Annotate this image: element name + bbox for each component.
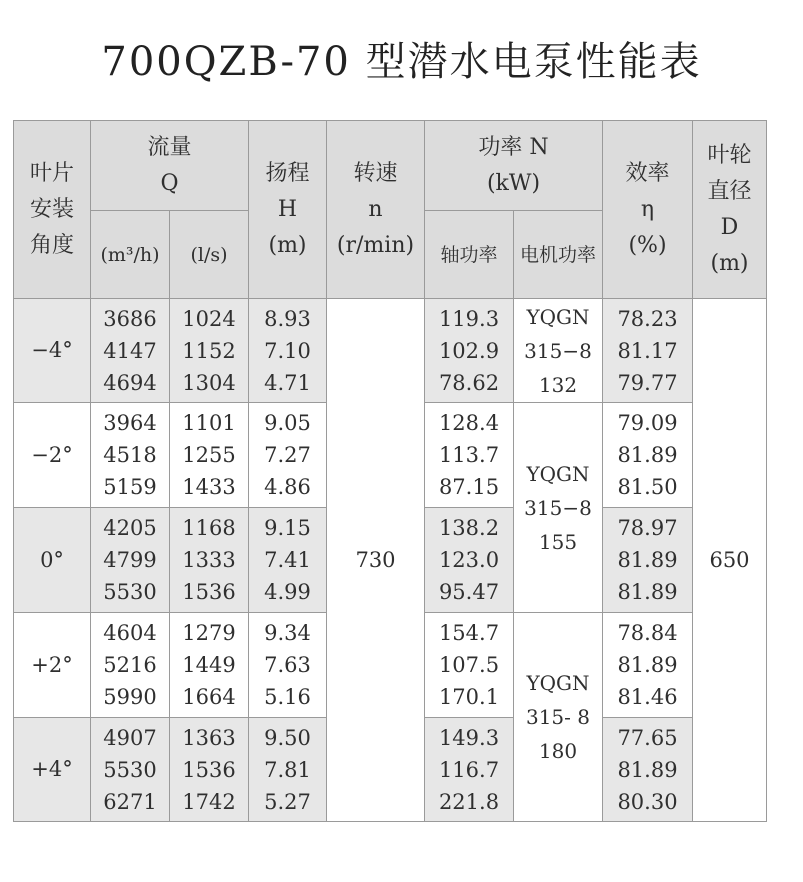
head-cell: 9.34 7.63 5.16	[249, 613, 327, 718]
header-shaft-power: 轴功率	[425, 211, 514, 299]
head-cell: 9.50 7.81 5.27	[249, 718, 327, 822]
efficiency-cell: 78.23 81.17 79.77	[603, 299, 693, 403]
shaft-power-cell: 128.4 113.7 87.15	[425, 403, 514, 508]
efficiency-cell: 78.97 81.89 81.89	[603, 508, 693, 613]
header-head: 扬程 H (m)	[249, 121, 327, 299]
flow-m3h-cell: 4604 5216 5990	[91, 613, 170, 718]
angle-cell: +4°	[14, 718, 91, 822]
flow-m3h-cell: 4907 5530 6271	[91, 718, 170, 822]
header-speed: 转速 n (r/min)	[327, 121, 425, 299]
impeller-cell: 650	[693, 299, 767, 822]
flow-ls-cell: 1101 1255 1433	[170, 403, 249, 508]
header-impeller: 叶轮直径 D (m)	[693, 121, 767, 299]
header-efficiency: 效率 η (%)	[603, 121, 693, 299]
header-motor-power: 电机功率	[514, 211, 603, 299]
flow-ls-cell: 1363 1536 1742	[170, 718, 249, 822]
header-angle: 叶片安装角度	[14, 121, 91, 299]
header-flow-ls: (l/s)	[170, 211, 249, 299]
flow-ls-cell: 1279 1449 1664	[170, 613, 249, 718]
speed-cell: 730	[327, 299, 425, 822]
efficiency-cell: 78.84 81.89 81.46	[603, 613, 693, 718]
shaft-power-cell: 149.3 116.7 221.8	[425, 718, 514, 822]
performance-table	[13, 120, 767, 822]
shaft-power-cell: 154.7 107.5 170.1	[425, 613, 514, 718]
header-flow-m3h: (m³/h)	[91, 211, 170, 299]
angle-cell: −4°	[14, 299, 91, 403]
flow-ls-cell: 1024 1152 1304	[170, 299, 249, 403]
shaft-power-cell: 119.3 102.9 78.62	[425, 299, 514, 403]
page-title: 700QZB-70 型潜水电泵性能表	[101, 39, 702, 85]
efficiency-cell: 77.65 81.89 80.30	[603, 718, 693, 822]
flow-m3h-cell: 3686 4147 4694	[91, 299, 170, 403]
head-cell: 8.93 7.10 4.71	[249, 299, 327, 403]
header-flow: 流量 Q	[91, 121, 249, 211]
flow-m3h-cell: 3964 4518 5159	[91, 403, 170, 508]
head-cell: 9.05 7.27 4.86	[249, 403, 327, 508]
efficiency-cell: 79.09 81.89 81.50	[603, 403, 693, 508]
motor-cell: YQGN 315−8 132	[514, 299, 603, 403]
motor-cell: YQGN 315−8 155	[514, 403, 603, 613]
flow-m3h-cell: 4205 4799 5530	[91, 508, 170, 613]
flow-ls-cell: 1168 1333 1536	[170, 508, 249, 613]
head-cell: 9.15 7.41 4.99	[249, 508, 327, 613]
shaft-power-cell: 138.2 123.0 95.47	[425, 508, 514, 613]
motor-cell: YQGN 315- 8 180	[514, 613, 603, 822]
angle-cell: +2°	[14, 613, 91, 718]
angle-cell: −2°	[14, 403, 91, 508]
angle-cell: 0°	[14, 508, 91, 613]
header-power: 功率 N (kW)	[425, 121, 603, 211]
